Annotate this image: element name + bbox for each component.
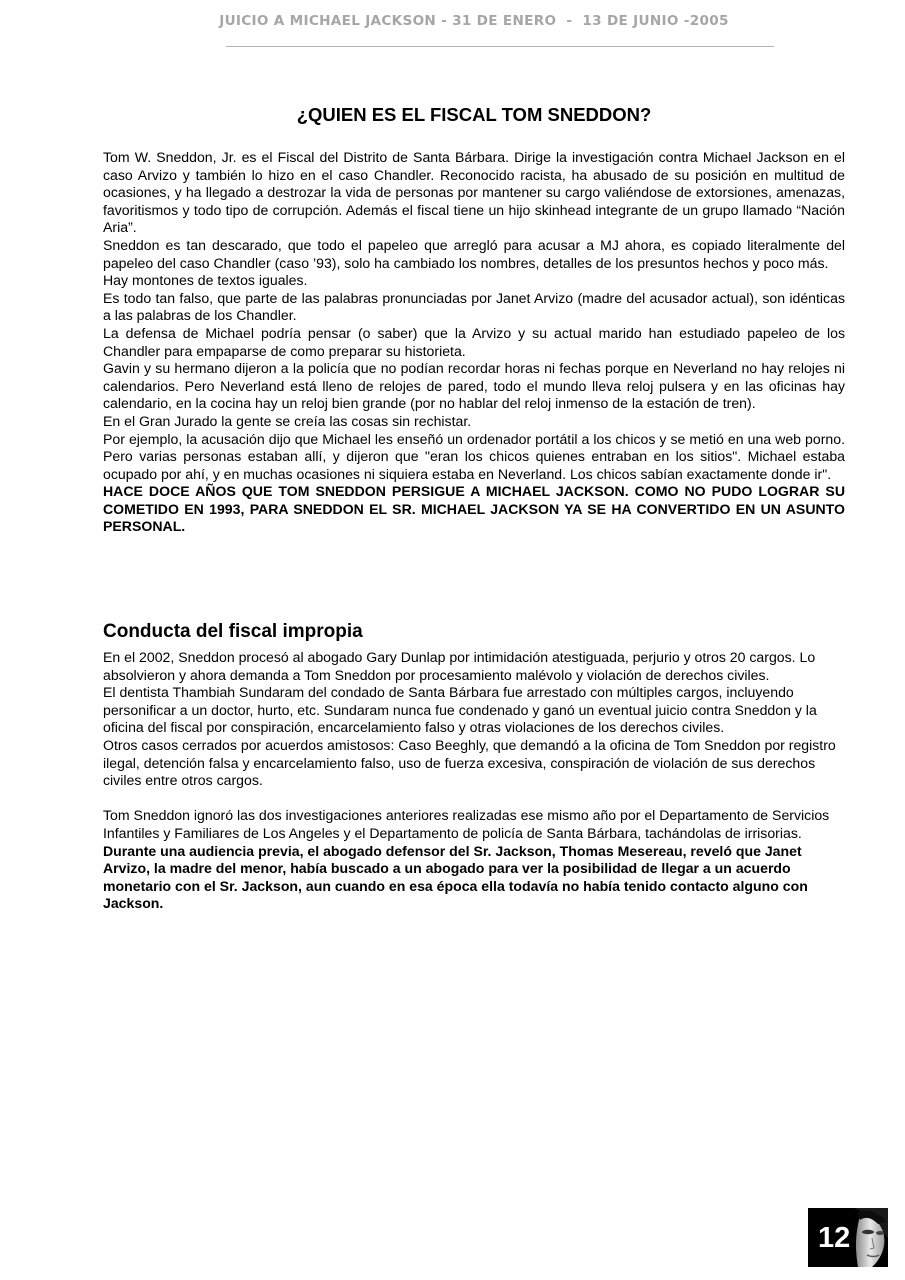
section-title: ¿QUIEN ES EL FISCAL TOM SNEDDON? xyxy=(296,104,652,125)
paragraph: Tom Sneddon ignoró las dos investigaciones anteriores realizadas ese mismo año por el Departamento de Servicios Infantiles y Familiares de Los Angeles y el Departamento de policía de Santa Bárbara, tachándolas de irrisorias. xyxy=(103,807,830,841)
paragraph: En el Gran Jurado la gente se creía las cosas sin rechistar. xyxy=(103,412,472,429)
paragraph: Sneddon es tan descarado, que todo el papeleo que arregló para acusar a MJ ahora, es copiado literalmente del papeleo del caso Chandler (caso ’93), solo ha cambiado los nombres, detalles de los presuntos hechos y poco más. xyxy=(103,236,845,271)
running-header: JUICIO A MICHAEL JACKSON - 31 DE ENERO - 13 DE JUNIO -2005 xyxy=(219,13,729,29)
paragraph: Tom W. Sneddon, Jr. es el Fiscal del Distrito de Santa Bárbara. Dirige la investigación contra Michael Jackson en el caso Arvizo y también lo hizo en el caso Chandler. Reconocido racista, ha abusado de su posición en multitud de ocasiones, y ha llegado a destrozar la vida de personas por mantener su cargo valiéndose de extorsiones, amenazas, favoritismos y todo tipo de corrupción. Además el fiscal tiene un hijo skinhead integrante de un grupo llamado “Nación Aria”. xyxy=(103,149,845,236)
paragraph: La defensa de Michael podría pensar (o saber) que la Arvizo y su actual marido han estudiado papeleo de los Chandler para empaparse de como preparar su historieta. xyxy=(103,324,845,359)
paragraph: En el 2002, Sneddon procesó al abogado Gary Dunlap por intimidación atestiguada, perjurio y otros 20 cargos. Lo absolvieron y ahora demanda a Tom Sneddon por procesamiento malévolo y violación de derechos civiles. xyxy=(103,649,816,683)
paragraph: Por ejemplo, la acusación dijo que Michael les enseñó un ordenador portátil a los chicos y se metió en una web porno. Pero varias personas estaban allí, y dijeron que "eran los chicos quienes entraban en los sitios". Michael estaba ocupado por ahí, y en muchas ocasiones ni siquiera estaba en Neverland. Los chicos sabían exactamente donde ir". xyxy=(103,430,845,482)
emphasis-paragraph: Durante una audiencia previa, el abogado defensor del Sr. Jackson, Thomas Mesereau, reveló que Janet Arvizo, la madre del menor, había buscado a un abogado para ver la posibilidad de llegar a un acuerdo monetario con el Sr. Jackson, aun cuando en esa época ella todavía no había tenido contacto alguno con Jackson. xyxy=(103,842,808,912)
section-1-body xyxy=(103,149,845,536)
emphasis-paragraph: HACE DOCE AÑOS QUE TOM SNEDDON PERSIGUE A MICHAEL JACKSON. COMO NO PUDO LOGRAR SU COMETIDO EN 1993, PARA SNEDDON EL SR. MICHAEL JACKSON YA SE HA CONVERTIDO EN UN ASUNTO PERSONAL. xyxy=(103,483,845,535)
sub-heading: Conducta del fiscal impropia xyxy=(103,621,363,642)
paragraph: Gavin y su hermano dijeron a la policía que no podían recordar horas ni fechas porque en Neverland no hay relojes ni calendarios. Pero Neverland está lleno de relojes de pared, todo el mundo lleva reloj pulsera y en las oficinas hay calendario, en la cocina hay un reloj bien grande (por no hablar del reloj inmenso de la estación de tren). xyxy=(103,360,845,412)
section-2-body xyxy=(103,649,845,913)
paragraph: El dentista Thambiah Sundaram del condado de Santa Bárbara fue arrestado con múltiples cargos, incluyendo personificar a un doctor, hurto, etc. Sundaram nunca fue condenado y ganó un eventual juicio contra Sneddon y la oficina del fiscal por conspiración, encarcelamiento falso y otras violaciones de los derechos civiles. xyxy=(103,684,817,736)
header-rule xyxy=(226,46,774,47)
paragraph: Otros casos cerrados por acuerdos amistosos: Caso Beeghly, que demandó a la oficina de Tom Sneddon por registro ilegal, detención falsa y encarcelamiento falso, uso de fuerza excesiva, conspiración de violación de sus derechos civiles entre otros cargos. xyxy=(103,736,836,789)
paragraph: Es todo tan falso, que parte de las palabras pronunciadas por Janet Arvizo (madre del acusador actual), son idénticas a las palabras de los Chandler. xyxy=(103,289,845,324)
page-number-badge xyxy=(808,1208,888,1267)
page-number: 12 xyxy=(818,1222,851,1254)
paragraph: Hay montones de textos iguales. xyxy=(103,272,308,289)
